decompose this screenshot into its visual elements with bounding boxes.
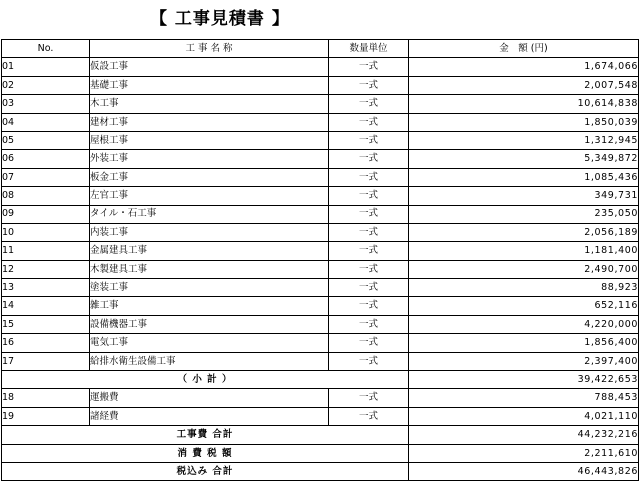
item-amount: 1,312,945 (409, 131, 639, 149)
table-row (2, 279, 639, 297)
header-name: 工 事 名 称 (90, 40, 329, 58)
item-name: 屋根工事 (90, 131, 329, 149)
item-no: 01 (2, 58, 90, 76)
item-name: 仮設工事 (90, 58, 329, 76)
item-amount: 788,453 (409, 389, 639, 407)
item-unit: 一式 (329, 95, 409, 113)
item-amount: 1,085,436 (409, 168, 639, 186)
item-name: 給排水衛生設備工事 (90, 352, 329, 370)
item-unit: 一式 (329, 150, 409, 168)
grand-total-row-label: 税込み 合計 (2, 462, 409, 480)
header-unit: 数量単位 (329, 40, 409, 58)
header-no: No. (2, 40, 90, 58)
subtotal-row-amount: 39,422,653 (409, 371, 639, 389)
item-no: 16 (2, 334, 90, 352)
item-amount: 1,850,039 (409, 113, 639, 131)
table-row (2, 168, 639, 186)
item-amount: 2,056,189 (409, 223, 639, 241)
item-no: 08 (2, 187, 90, 205)
item-unit: 一式 (329, 260, 409, 278)
item-no: 17 (2, 352, 90, 370)
item-no: 19 (2, 407, 90, 425)
item-amount: 5,349,872 (409, 150, 639, 168)
item-amount: 235,050 (409, 205, 639, 223)
table-row (2, 205, 639, 223)
item-unit: 一式 (329, 352, 409, 370)
construction-total-row (2, 426, 639, 444)
item-unit: 一式 (329, 279, 409, 297)
item-amount: 652,116 (409, 297, 639, 315)
item-name: 木工事 (90, 95, 329, 113)
item-no: 02 (2, 76, 90, 94)
item-no: 12 (2, 260, 90, 278)
table-row (2, 407, 639, 425)
table-body (2, 58, 639, 481)
item-no: 05 (2, 131, 90, 149)
item-no: 06 (2, 150, 90, 168)
item-no: 04 (2, 113, 90, 131)
item-unit: 一式 (329, 113, 409, 131)
subtotal-row-label: （ 小 計 ） (2, 371, 409, 389)
item-name: 諸経費 (90, 407, 329, 425)
table-row (2, 187, 639, 205)
table-row (2, 76, 639, 94)
item-name: 設備機器工事 (90, 315, 329, 333)
item-no: 18 (2, 389, 90, 407)
table-row (2, 352, 639, 370)
item-no: 09 (2, 205, 90, 223)
subtotal-row (2, 371, 639, 389)
item-no: 03 (2, 95, 90, 113)
item-no: 11 (2, 242, 90, 260)
item-amount: 4,220,000 (409, 315, 639, 333)
tax-row-amount: 2,211,610 (409, 444, 639, 462)
item-amount: 10,614,838 (409, 95, 639, 113)
table-row (2, 260, 639, 278)
item-unit: 一式 (329, 205, 409, 223)
table-row (2, 113, 639, 131)
table-row (2, 150, 639, 168)
item-unit: 一式 (329, 223, 409, 241)
tax-row (2, 444, 639, 462)
table-row (2, 131, 639, 149)
item-name: 板金工事 (90, 168, 329, 186)
table-row (2, 334, 639, 352)
item-unit: 一式 (329, 297, 409, 315)
construction-total-row-label: 工事費 合計 (2, 426, 409, 444)
table-row (2, 223, 639, 241)
item-name: 塗装工事 (90, 279, 329, 297)
header-amount: 金 額 (円) (409, 40, 639, 58)
item-unit: 一式 (329, 187, 409, 205)
item-no: 07 (2, 168, 90, 186)
header-row (2, 40, 639, 58)
item-name: 雑工事 (90, 297, 329, 315)
table-row (2, 315, 639, 333)
item-unit: 一式 (329, 407, 409, 425)
item-name: 木製建具工事 (90, 260, 329, 278)
item-name: 電気工事 (90, 334, 329, 352)
item-no: 13 (2, 279, 90, 297)
item-unit: 一式 (329, 131, 409, 149)
item-unit: 一式 (329, 168, 409, 186)
item-name: 金属建具工事 (90, 242, 329, 260)
page-title: 【 工事見積書 】 (150, 9, 290, 29)
item-amount: 349,731 (409, 187, 639, 205)
item-amount: 4,021,110 (409, 407, 639, 425)
item-unit: 一式 (329, 76, 409, 94)
grand-total-row (2, 462, 639, 480)
item-name: 建材工事 (90, 113, 329, 131)
item-amount: 2,397,400 (409, 352, 639, 370)
item-no: 15 (2, 315, 90, 333)
grand-total-row-amount: 46,443,826 (409, 462, 639, 480)
table-row (2, 58, 639, 76)
table-row (2, 389, 639, 407)
item-no: 14 (2, 297, 90, 315)
item-amount: 88,923 (409, 279, 639, 297)
tax-row-label: 消 費 税 額 (2, 444, 409, 462)
table-row (2, 242, 639, 260)
item-name: 外装工事 (90, 150, 329, 168)
item-amount: 1,856,400 (409, 334, 639, 352)
table-row (2, 95, 639, 113)
table-row (2, 297, 639, 315)
item-unit: 一式 (329, 315, 409, 333)
item-amount: 1,181,400 (409, 242, 639, 260)
item-unit: 一式 (329, 58, 409, 76)
item-name: 基礎工事 (90, 76, 329, 94)
item-unit: 一式 (329, 334, 409, 352)
item-unit: 一式 (329, 389, 409, 407)
item-name: 内装工事 (90, 223, 329, 241)
item-name: タイル・石工事 (90, 205, 329, 223)
item-amount: 1,674,066 (409, 58, 639, 76)
construction-total-row-amount: 44,232,216 (409, 426, 639, 444)
item-amount: 2,007,548 (409, 76, 639, 94)
item-no: 10 (2, 223, 90, 241)
item-name: 運搬費 (90, 389, 329, 407)
estimate-table (1, 39, 639, 481)
item-name: 左官工事 (90, 187, 329, 205)
item-amount: 2,490,700 (409, 260, 639, 278)
item-unit: 一式 (329, 242, 409, 260)
